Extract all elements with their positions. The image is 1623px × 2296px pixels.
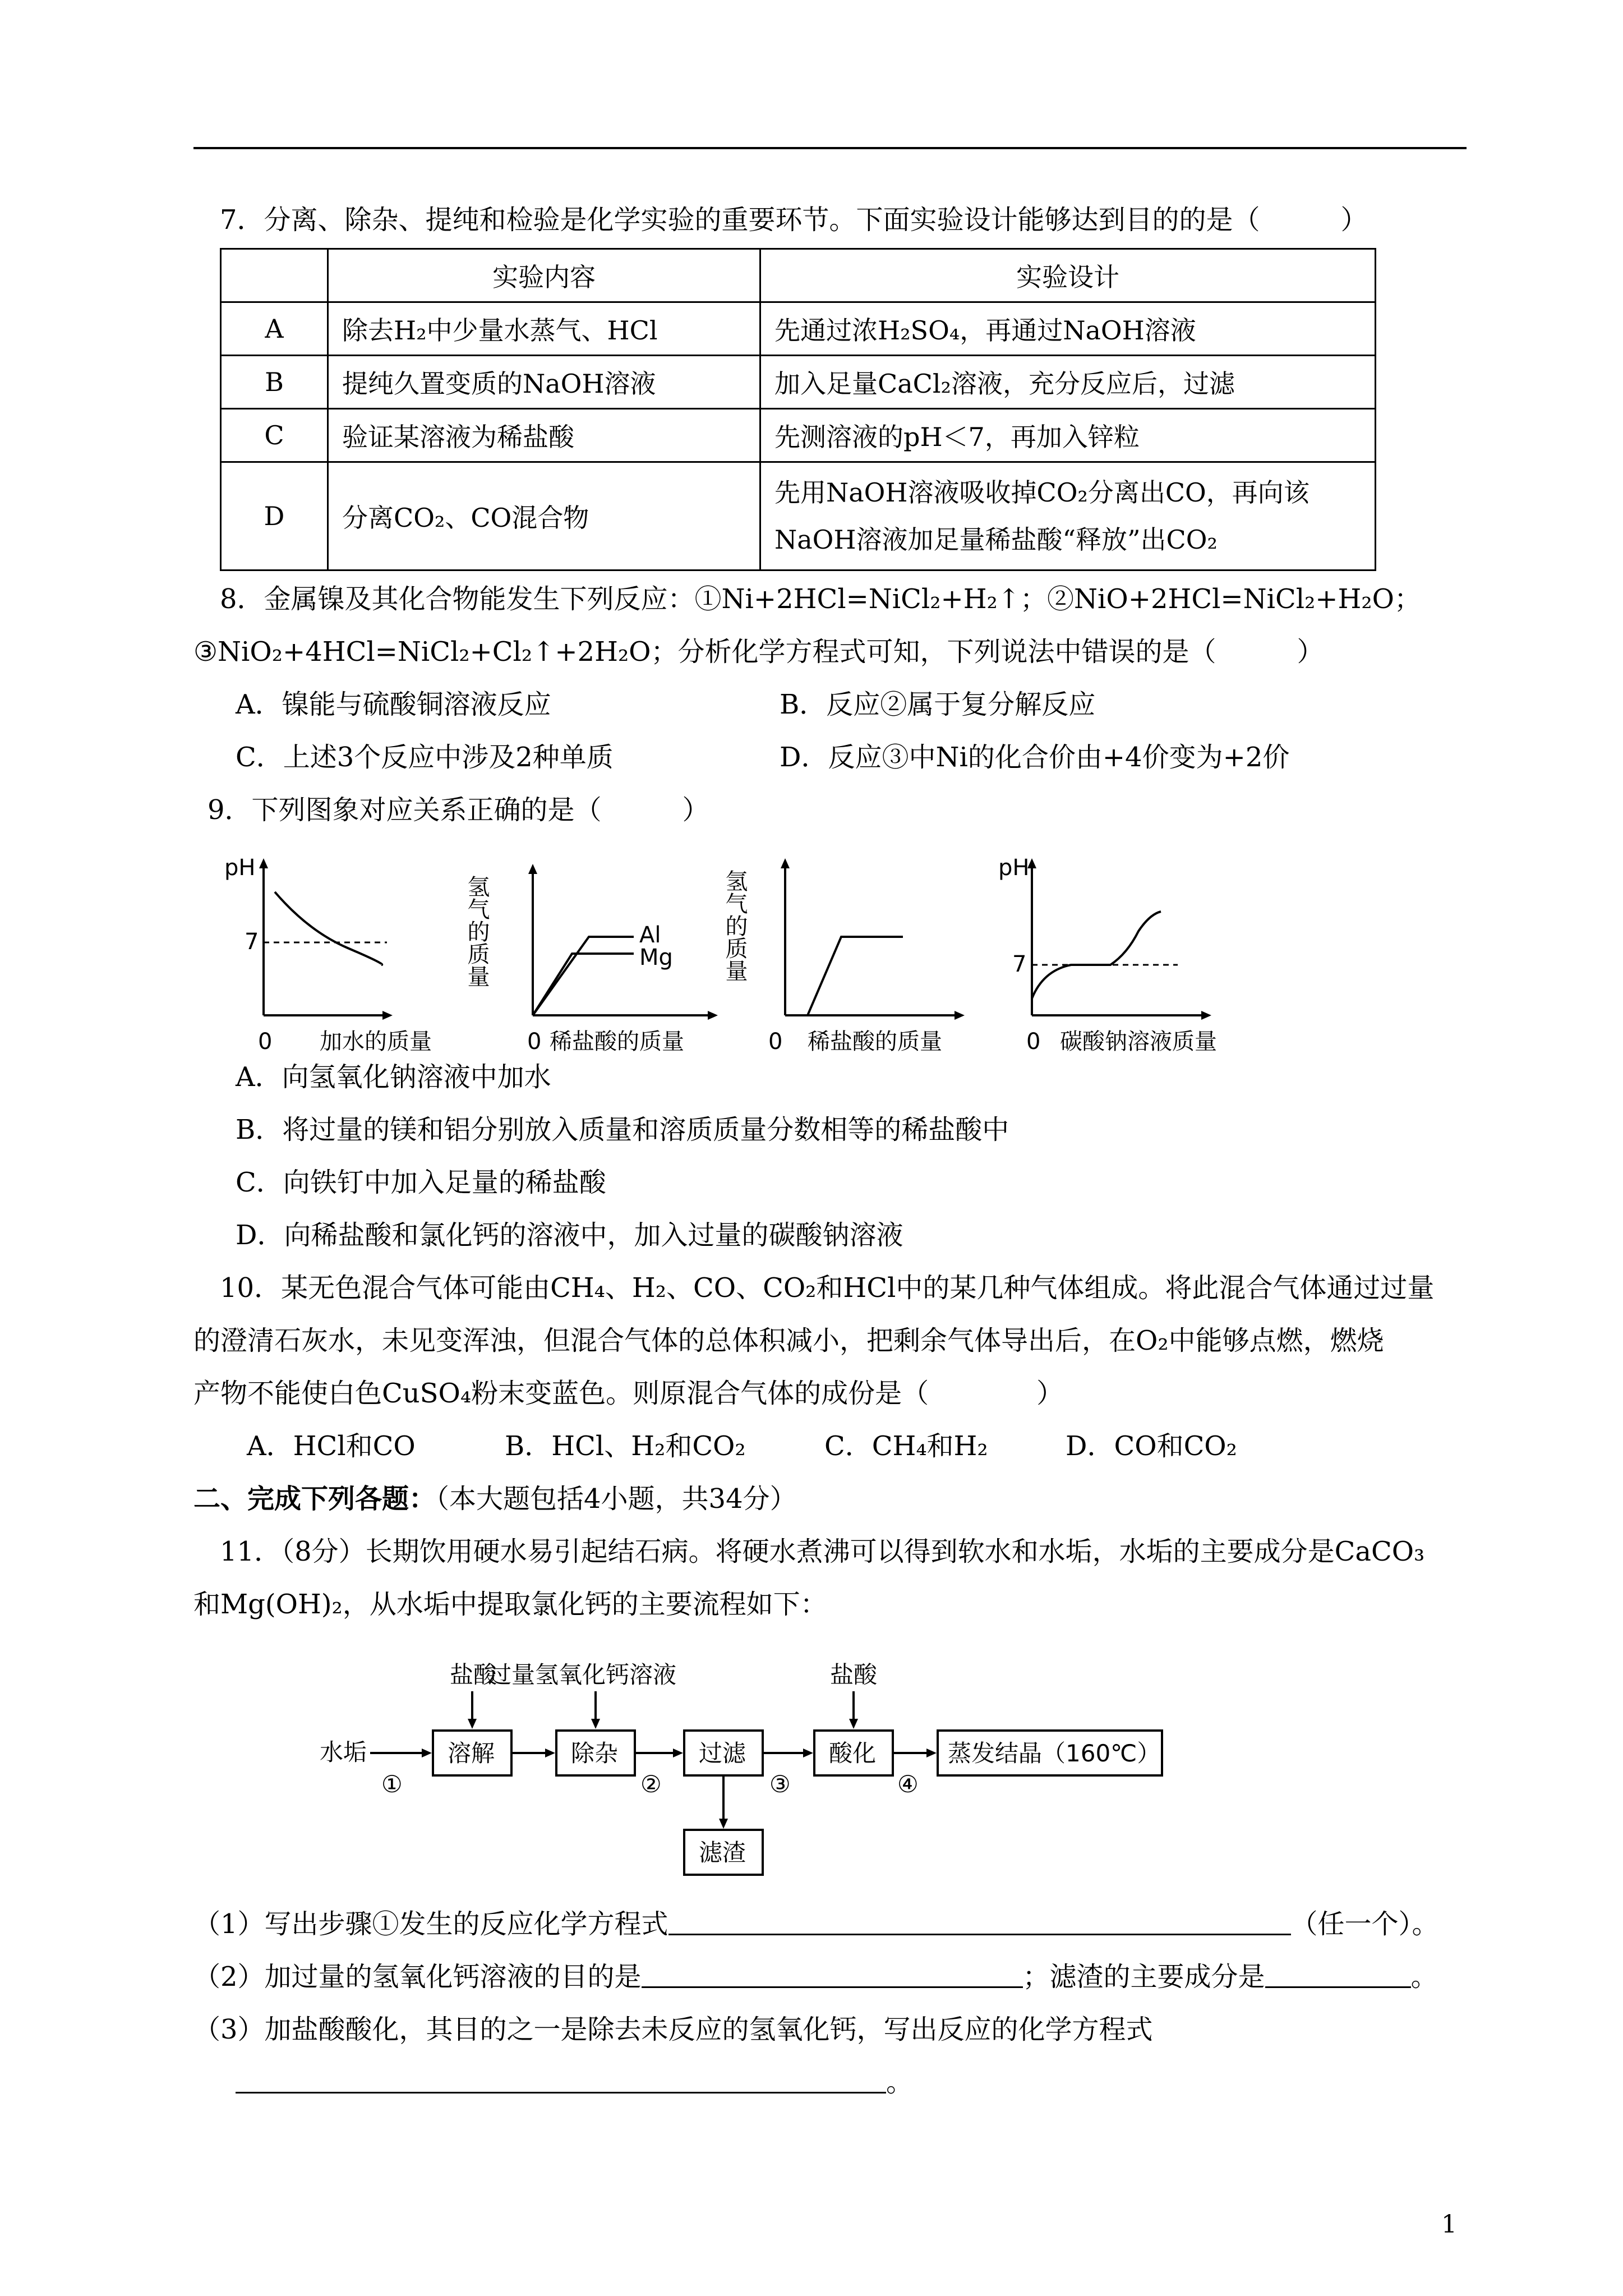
graph-4-origin: 0	[1026, 1029, 1041, 1055]
flow-box-filter: 过滤	[699, 1740, 746, 1767]
q9-graph-3	[722, 853, 1004, 1055]
q8-option-a: A．镍能与硫酸铜溶液反应	[236, 689, 551, 720]
q9-stem: 9．下列图象对应关系正确的是（ ）	[208, 794, 709, 826]
q10-line3: 产物不能使白色CuSO₄粉末变蓝色。则原混合气体的成份是（ ）	[193, 1378, 1064, 1409]
answer-blank-3[interactable]	[1265, 1961, 1411, 1988]
row-label: A	[221, 302, 328, 356]
flow-box-dissolve: 溶解	[448, 1740, 495, 1767]
flow-box-purify: 除杂	[571, 1740, 619, 1767]
q7-table	[220, 248, 1376, 571]
q11-part-2-end: 。	[1410, 1961, 1438, 1993]
q9-option-a: A．向氢氧化钠溶液中加水	[236, 1061, 551, 1093]
flow-input-2: 过量氢氧化钙溶液	[488, 1661, 677, 1688]
page-number: 1	[1441, 2210, 1457, 2239]
graph-4-ylabel: pH	[998, 855, 1030, 881]
section-2-heading	[193, 1482, 797, 1516]
q10-option-a: A．HCl和CO	[247, 1430, 416, 1462]
q10-line1: 10．某无色混合气体可能由CH₄、H₂、CO、CO₂和HCl中的某几种气体组成。将此混合气体通过过量	[220, 1272, 1435, 1304]
header-cell-design: 实验设计	[760, 249, 1376, 302]
q8-option-c: C．上述3个反应中涉及2种单质	[236, 742, 614, 773]
q11-part-3-answer	[236, 2065, 913, 2099]
table-row	[221, 409, 1376, 462]
q11-part-2-text: （2）加过量的氢氧化钙溶液的目的是	[193, 1961, 642, 1993]
graph-3-ylabel: 氢气的质量	[722, 869, 748, 982]
q8-line2: ③NiO₂+4HCl=NiCl₂+Cl₂↑+2H₂O；分析化学方程式可知，下列说法中错误的是（ ）	[193, 636, 1324, 668]
graph-3-xlabel: 稀盐酸的质量	[808, 1029, 942, 1055]
row-label: D	[221, 462, 328, 570]
q9-graph-4	[998, 853, 1279, 1055]
graph-1-mark: 7	[245, 929, 259, 955]
q9-graph-1	[219, 853, 488, 1055]
answer-blank-2[interactable]	[642, 1961, 1023, 1988]
header-rule	[193, 147, 1467, 149]
graph-2-series-mg: Mg	[639, 945, 673, 970]
row-design: 加入足量CaCl₂溶液，充分反应后，过滤	[760, 356, 1376, 409]
graph-4-xlabel: 碳酸钠溶液质量	[1060, 1029, 1217, 1055]
graph-1-ylabel: pH	[224, 855, 256, 881]
graph-2-svg	[464, 853, 746, 1055]
q11-part-1-suffix: （任一个）。	[1290, 1908, 1439, 1940]
q11-line2: 和Mg(OH)₂，从水垢中提取氯化钙的主要流程如下：	[193, 1589, 827, 1620]
row-design	[760, 462, 1376, 570]
table-row	[221, 302, 1376, 356]
flow-box-evaporate: 蒸发结晶（160℃）	[948, 1740, 1161, 1767]
row-label: C	[221, 409, 328, 462]
flow-residue: 滤渣	[699, 1839, 746, 1866]
graph-3-svg	[722, 853, 1004, 1055]
graph-2-origin: 0	[527, 1029, 542, 1055]
q11-part-3: （3）加盐酸酸化，其目的之一是除去未反应的氢氧化钙，写出反应的化学方程式	[193, 2014, 1153, 2045]
flow-step-3: ③	[769, 1770, 791, 1798]
row-design: 先通过浓H₂SO₄，再通过NaOH溶液	[760, 302, 1376, 356]
q9-option-b: B．将过量的镁和铝分别放入质量和溶质质量分数相等的稀盐酸中	[236, 1114, 1009, 1145]
graph-4-svg	[998, 853, 1279, 1055]
header-cell-content: 实验内容	[328, 249, 760, 302]
table-row	[221, 462, 1376, 570]
q9-graph-2	[464, 853, 746, 1055]
flow-input-3: 盐酸	[830, 1661, 878, 1688]
graph-1-origin: 0	[258, 1029, 273, 1055]
flow-start: 水垢	[320, 1738, 367, 1766]
answer-blank-1[interactable]	[668, 1908, 1291, 1935]
row-content: 验证某溶液为稀盐酸	[328, 409, 760, 462]
row-content: 除去H₂中少量水蒸气、HCl	[328, 302, 760, 356]
q10-option-c: C．CH₄和H₂	[824, 1430, 988, 1462]
q9-option-c: C．向铁钉中加入足量的稀盐酸	[236, 1167, 606, 1198]
row-content: 分离CO₂、CO混合物	[328, 462, 760, 570]
section-2-note: （本大题包括4小题，共34分）	[436, 1483, 797, 1515]
graph-1-svg	[219, 853, 488, 1055]
section-2-title: 二、完成下列各题：	[193, 1483, 436, 1515]
answer-blank-4[interactable]	[236, 2066, 886, 2093]
graph-2-series-al: Al	[639, 922, 661, 948]
header-cell-blank	[221, 249, 328, 302]
q11-flowchart	[303, 1655, 1301, 1890]
q11-part-2-mid: ；滤渣的主要成分是	[1022, 1961, 1265, 1993]
graph-2-ylabel: 氢气的质量	[464, 875, 490, 987]
table-header-row	[221, 249, 1376, 302]
row-design-line1: 先用NaOH溶液吸收掉CO₂分离出CO，再向该	[774, 477, 1310, 508]
flow-step-4: ④	[897, 1770, 919, 1798]
row-design-line2: NaOH溶液加足量稀盐酸“释放”出CO₂	[774, 524, 1218, 555]
flow-input-1: 盐酸	[450, 1661, 497, 1688]
q11-part-3-end: 。	[886, 2067, 914, 2098]
graph-4-mark: 7	[1012, 951, 1027, 977]
row-label: B	[221, 356, 328, 409]
q10-line2: 的澄清石灰水，未见变浑浊，但混合气体的总体积减小，把剩余气体导出后，在O₂中能够点燃，燃烧	[193, 1325, 1384, 1356]
q8-option-d: D．反应③中Ni的化合价由+4价变为+2价	[780, 742, 1290, 773]
q10-option-b: B．HCl、H₂和CO₂	[505, 1430, 746, 1462]
q10-option-d: D．CO和CO₂	[1066, 1430, 1237, 1462]
q11-part-1-text: （1）写出步骤①发生的反应化学方程式	[193, 1908, 668, 1940]
q11-line1: 11．（8分）长期饮用硬水易引起结石病。将硬水煮沸可以得到软水和水垢，水垢的主要成分是CaCO₃	[220, 1536, 1425, 1567]
row-design: 先测溶液的pH＜7，再加入锌粒	[760, 409, 1376, 462]
flowchart-svg	[303, 1655, 1301, 1890]
q8-option-b: B．反应②属于复分解反应	[780, 689, 1096, 720]
table-row	[221, 356, 1376, 409]
graph-1-xlabel: 加水的质量	[320, 1029, 432, 1055]
flow-step-1: ①	[381, 1770, 403, 1798]
graph-3-origin: 0	[768, 1029, 783, 1055]
row-content: 提纯久置变质的NaOH溶液	[328, 356, 760, 409]
flow-step-2: ②	[640, 1770, 662, 1798]
q9-option-d: D．向稀盐酸和氯化钙的溶液中，加入过量的碳酸钠溶液	[236, 1220, 903, 1251]
q11-part-1	[193, 1907, 1439, 1941]
q7-stem: 7．分离、除杂、提纯和检验是化学实验的重要环节。下面实验设计能够达到目的的是（ ）	[220, 204, 1368, 236]
graph-2-xlabel: 稀盐酸的质量	[550, 1029, 684, 1055]
q8-line1: 8．金属镍及其化合物能发生下列反应：①Ni+2HCl=NiCl₂+H₂↑；②NiO+2HCl=NiCl₂+H₂O；	[220, 583, 1421, 615]
flow-box-acidify: 酸化	[829, 1740, 877, 1767]
q11-part-2	[193, 1960, 1438, 1994]
